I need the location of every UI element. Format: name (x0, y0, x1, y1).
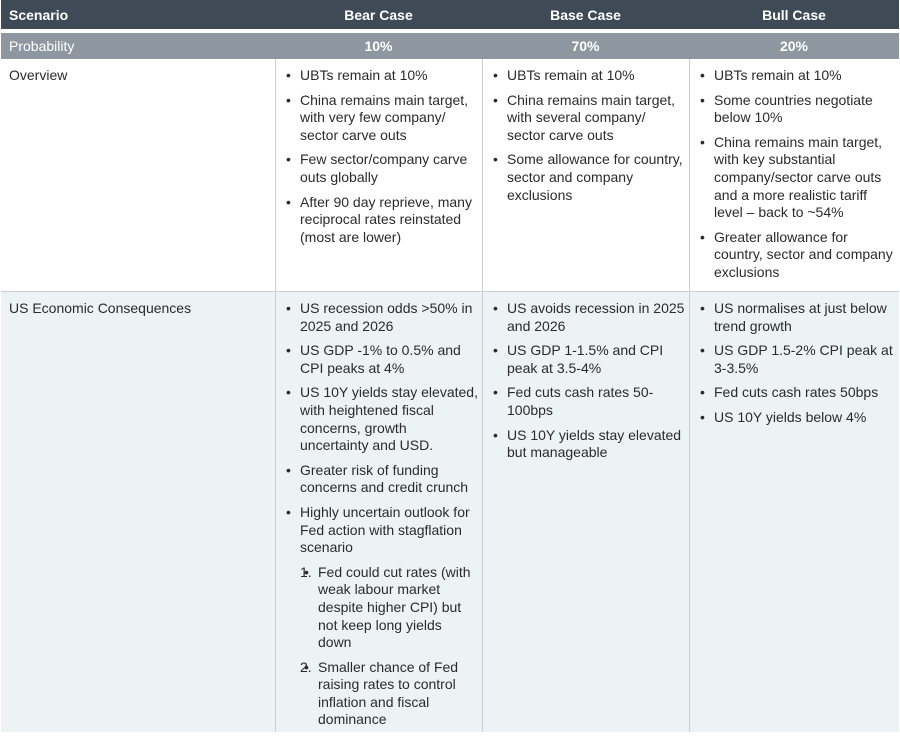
scenario-table (1, 0, 899, 732)
overview-bull-list (690, 67, 899, 282)
list-item: • US 10Y yields stay elevated, with heightened fiscal concerns, growth uncertainty and USD. (300, 384, 478, 454)
list-item: • UBTs remain at 10% (300, 67, 478, 85)
header-bear-case: Bear Case (344, 6, 413, 23)
economic-bull-list (690, 300, 899, 427)
list-item: • China remains main target, with very few company/ sector carve outs (300, 92, 478, 145)
economic-bull-cell (689, 292, 899, 732)
overview-base-cell (482, 59, 689, 291)
list-item: • UBTs remain at 10% (507, 67, 685, 85)
list-item: • Fed cuts cash rates 50-100bps (507, 384, 685, 419)
probability-base: 70% (571, 38, 600, 54)
economic-row (1, 292, 899, 732)
header-base-case: Base Case (550, 6, 621, 23)
overview-bear-list (276, 67, 482, 246)
list-item: • Fed cuts cash rates 50bps (714, 384, 895, 402)
probability-bear: 10% (364, 38, 393, 54)
sublist-item (300, 563, 474, 652)
list-item: • US recession odds >50% in 2025 and 2026 (300, 300, 478, 335)
list-item: • US GDP -1% to 0.5% and CPI peaks at 4% (300, 342, 478, 377)
sublist-text: Smaller chance of Fed raising rates to control inflation and fiscal dominance (318, 658, 459, 728)
sublist-item (300, 658, 474, 729)
list-item-text: Highly uncertain outlook for Fed action with stagflation scenario (300, 503, 470, 556)
probability-row (1, 33, 899, 59)
list-item: • Few sector/company carve outs globally (300, 151, 478, 186)
sublist-number: • 1. (300, 563, 312, 580)
list-item: • China remains main target, with key substantial company/sector carve outs and a more realistic tariff level – back to ~54% (714, 134, 895, 222)
list-item: • Some countries negotiate below 10% (714, 92, 895, 127)
economic-bear-list (276, 300, 482, 729)
header-scenario: Scenario (9, 6, 69, 23)
table-header (1, 0, 899, 29)
list-item: • US normalises at just below trend growth (714, 300, 895, 335)
overview-base-list (483, 67, 689, 204)
economic-label: US Economic Consequences (9, 300, 192, 316)
list-item (300, 504, 478, 729)
list-item: • Greater risk of funding concerns and credit crunch (300, 462, 478, 497)
sublist-text: Fed could cut rates (with weak labour market despite higher CPI) but not keep long yields down (318, 563, 471, 651)
economic-bear-cell (275, 292, 482, 732)
economic-base-list (483, 300, 689, 462)
overview-bull-cell (689, 59, 899, 291)
list-item: • UBTs remain at 10% (714, 67, 895, 85)
list-item: • US avoids recession in 2025 and 2026 (507, 300, 685, 335)
list-item: • US GDP 1.5-2% CPI peak at 3-3.5% (714, 342, 895, 377)
list-item: • US GDP 1-1.5% and CPI peak at 3.5-4% (507, 342, 685, 377)
overview-row (1, 59, 899, 292)
list-item: • Some allowance for country, sector and company exclusions (507, 151, 685, 204)
overview-bear-cell (275, 59, 482, 291)
list-item: • Greater allowance for country, sector and company exclusions (714, 229, 895, 282)
sublist-number: • 2. (300, 658, 312, 675)
overview-label: Overview (9, 67, 68, 83)
header-bull-case: Bull Case (762, 6, 826, 23)
list-item: • US 10Y yields below 4% (714, 409, 895, 427)
list-item: • US 10Y yields stay elevated but manageable (507, 427, 685, 462)
probability-label: Probability (9, 38, 75, 54)
economic-bear-sublist (300, 564, 478, 729)
economic-base-cell (482, 292, 689, 732)
probability-bull: 20% (779, 38, 809, 54)
list-item: • After 90 day reprieve, many reciprocal rates reinstated (most are lower) (300, 194, 478, 247)
list-item: • China remains main target, with several company/ sector carve outs (507, 92, 685, 145)
